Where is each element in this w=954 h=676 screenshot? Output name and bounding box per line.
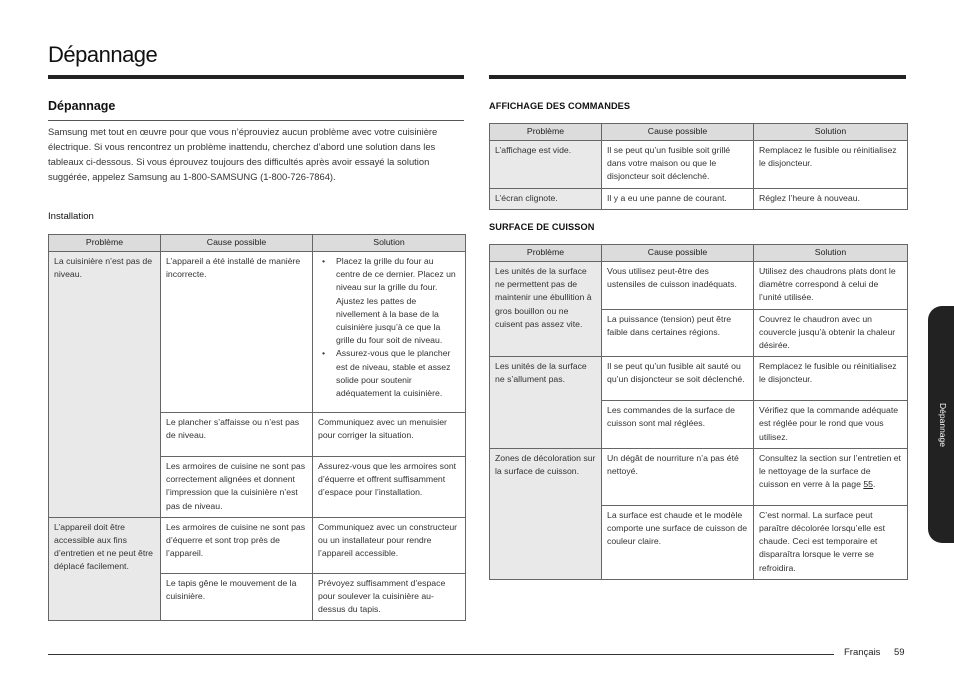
table-row [490, 262, 908, 310]
intro-paragraph: Samsung met tout en œuvre pour que vous n’éprouviez aucun problème avec votre cuisinière électrique. Si vous rencontrez un problème inattendu, cherchez d’abord une solution dans les tableaux ci-dessous. Si vous éprouvez toujours des difficultés après avoir essayé la solution suggérée, appelez Samsung au 1-800-SAMSUNG (1-800-726-7864). [48, 126, 438, 182]
section-heading: Dépannage [48, 99, 116, 113]
footer-language: Français [844, 647, 881, 658]
header-cause: Cause possible [161, 235, 313, 252]
solution-cell: Remplacez le fusible ou réinitialisez le disjoncteur. [754, 357, 908, 401]
solution-bullet: • Placez la grille du four au centre de ce dernier. Placez un niveau sur la grille du four. Ajustez les pattes de nivellement à la base de la cuisinière jusqu’à ce que la grille du four soit de niveau. [322, 255, 460, 347]
footer-rule [48, 654, 834, 655]
problem-cell: Les unités de la surface ne permettent pas de maintenir une ébullition à gros bouillon ou ne cuisent pas assez vite. [490, 262, 602, 357]
section-divider [48, 120, 464, 121]
header-problem: Problème [490, 124, 602, 141]
cause-cell: Le tapis gêne le mouvement de la cuisinière. [161, 573, 313, 621]
problem-cell: L’écran clignote. [490, 188, 602, 209]
table-row [490, 141, 908, 189]
solution-cell [754, 448, 908, 505]
header-solution: Solution [754, 245, 908, 262]
chapter-side-tab-label: Dépannage [938, 402, 948, 447]
header-cause: Cause possible [602, 124, 754, 141]
solution-bullet: • Assurez-vous que le plancher est de niveau, stable et assez solide pour soutenir adéquatement la cuisinière. [322, 347, 460, 400]
cause-cell: L’appareil a été installé de manière incorrecte. [161, 252, 313, 413]
solution-cell: Remplacez le fusible ou réinitialisez le disjoncteur. [754, 141, 908, 189]
table-header-row [490, 124, 908, 141]
cause-cell: La puissance (tension) peut être faible dans certaines régions. [602, 309, 754, 357]
solution-cell: C’est normal. La surface peut paraître décolorée lorsqu’elle est chaude. Ceci est temporaire et disparaîtra lorsque le verre se refroidira. [754, 505, 908, 579]
installation-label: Installation [48, 211, 94, 222]
page-title: Dépannage [48, 42, 158, 67]
solution-cell: Utilisez des chaudrons plats dont le diamètre correspond à celui de l’unité utilisée. [754, 262, 908, 310]
top-rule-left [48, 75, 464, 79]
solution-cell: Communiquez avec un menuisier pour corriger la situation. [313, 413, 466, 457]
table-header-row [490, 245, 908, 262]
problem-cell: Les unités de la surface ne s’allument pas. [490, 357, 602, 449]
problem-cell: La cuisinière n’est pas de niveau. [49, 252, 161, 518]
solution-cell [313, 252, 466, 413]
solution-cell: Assurez-vous que les armoires sont d’équerre et offrent suffisamment d’espace pour l’installation. [313, 457, 466, 518]
footer-page-number: 59 [894, 647, 905, 658]
solution-bullet-list [318, 255, 460, 400]
chapter-side-tab[interactable] [928, 306, 954, 543]
table-row [49, 252, 466, 413]
top-rule-right [489, 75, 906, 79]
cause-cell: Il se peut qu’un fusible soit grillé dans votre maison ou que le disjoncteur soit déclenché. [602, 141, 754, 189]
solution-cell: Réglez l’heure à nouveau. [754, 188, 908, 209]
cause-cell: Il y a eu une panne de courant. [602, 188, 754, 209]
cause-cell: La surface est chaude et le modèle comporte une surface de cuisson de couleur claire. [602, 505, 754, 579]
table-row [490, 448, 908, 505]
cause-cell: Le plancher s’affaisse ou n’est pas de niveau. [161, 413, 313, 457]
solution-cell: Prévoyez suffisamment d’espace pour soulever la cuisinière au-dessus du tapis. [313, 573, 466, 621]
solution-cell: Vérifiez que la commande adéquate est réglée pour le rond que vous utilisez. [754, 401, 908, 449]
header-problem: Problème [490, 245, 602, 262]
installation-table [48, 234, 466, 621]
cause-cell: Un dégât de nourriture n’a pas été nettoyé. [602, 448, 754, 505]
cause-cell: Vous utilisez peut-être des ustensiles de cuisson inadéquats. [602, 262, 754, 310]
header-solution: Solution [313, 235, 466, 252]
solution-cell: Couvrez le chaudron avec un couvercle jusqu’à obtenir la chaleur désirée. [754, 309, 908, 357]
cooktop-heading: SURFACE DE CUISSON [489, 222, 595, 232]
solution-text-end: . [873, 479, 876, 490]
controls-heading: AFFICHAGE DES COMMANDES [489, 101, 631, 111]
table-row [49, 517, 466, 573]
table-row [490, 188, 908, 209]
problem-cell: L’appareil doit être accessible aux fins d’entretien et ne peut être déplacé facilement. [49, 517, 161, 621]
cause-cell: Il se peut qu’un fusible ait sauté ou qu’un disjoncteur se soit déclenché. [602, 357, 754, 401]
cause-cell: Les commandes de la surface de cuisson sont mal réglées. [602, 401, 754, 449]
header-problem: Problème [49, 235, 161, 252]
header-solution: Solution [754, 124, 908, 141]
solution-text: Consultez la section sur l’entretien et le nettoyage de la surface de cuisson en verre à la page [759, 452, 901, 490]
header-cause: Cause possible [602, 245, 754, 262]
controls-table [489, 123, 908, 210]
table-row [490, 357, 908, 401]
solution-cell: Communiquez avec un constructeur ou un installateur pour rendre l’appareil accessible. [313, 517, 466, 573]
page-link[interactable]: 55 [863, 479, 873, 490]
table-header-row [49, 235, 466, 252]
cause-cell: Les armoires de cuisine ne sont pas correctement alignées et donnent l’impression que la cuisinière n’est pas de niveau. [161, 457, 313, 518]
problem-cell: L’affichage est vide. [490, 141, 602, 189]
cooktop-table [489, 244, 908, 580]
cause-cell: Les armoires de cuisine ne sont pas d’équerre et sont trop près de l’appareil. [161, 517, 313, 573]
problem-cell: Zones de décoloration sur la surface de cuisson. [490, 448, 602, 579]
